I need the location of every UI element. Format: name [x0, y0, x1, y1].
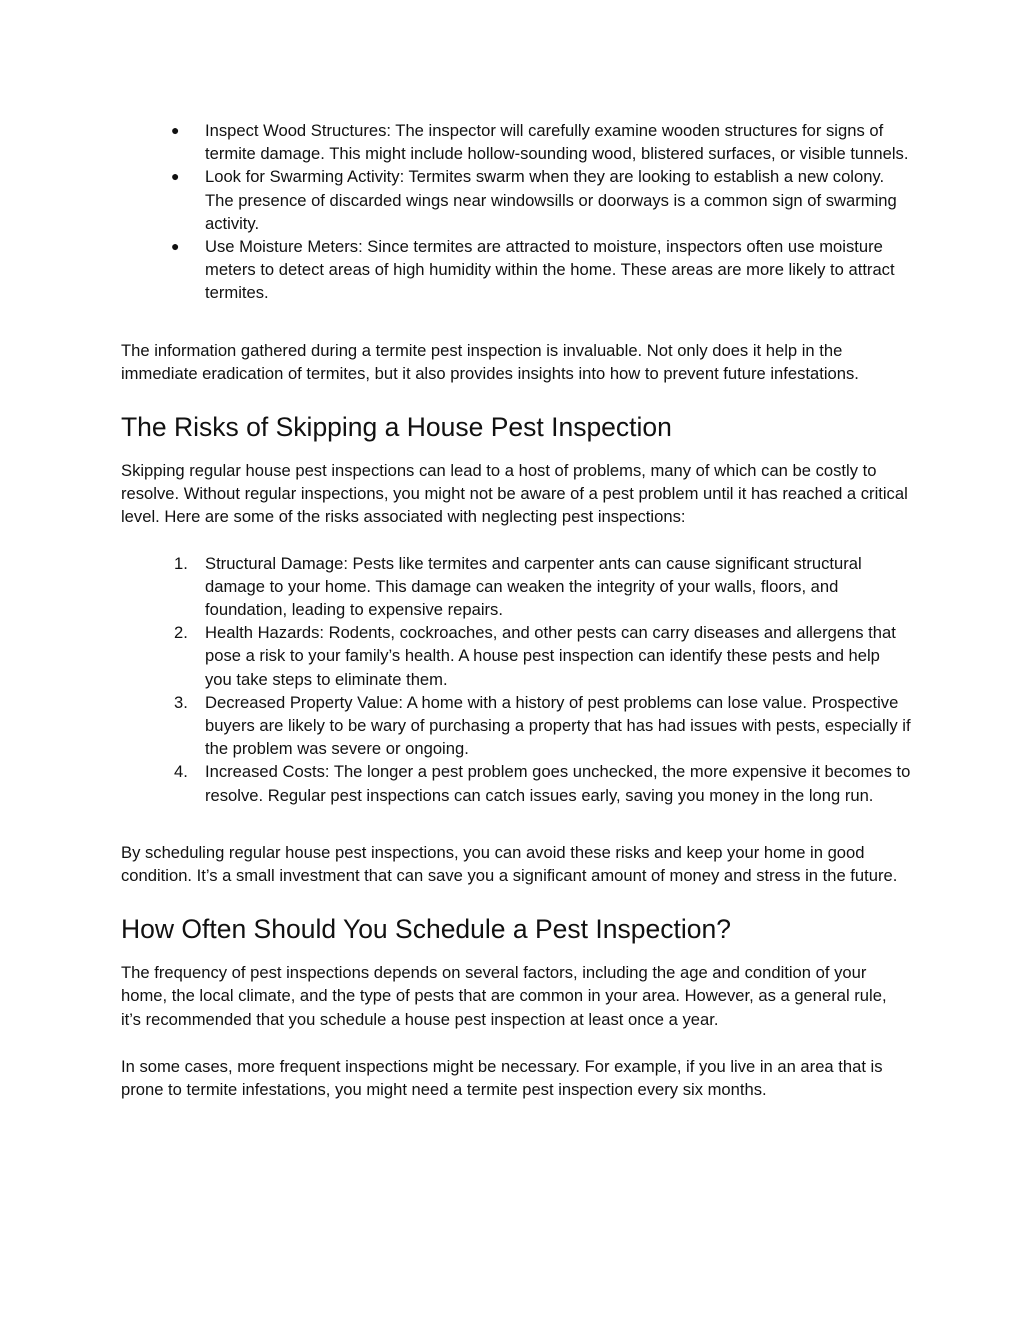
paragraph-frequency-general: The frequency of pest inspections depends on several factors, including the age and condition of your home, the local climate, and the type of pests that are common in your area. However, as a general rule, it’s recommended that you schedule a house pest inspection at least once a year. — [121, 963, 887, 1029]
list-number: 4. — [174, 762, 188, 782]
list-item-text: Look for Swarming Activity: Termites swarm when they are looking to establish a new colony. The presence of discarded wings near windowsills or doorways is a common sign of swarming activity. — [205, 167, 897, 233]
list-item-text: Health Hazards: Rodents, cockroaches, and other pests can carry diseases and allergens that pose a risk to your family’s health. A house pest inspection can identify these pests and help you take steps to eliminate them. — [205, 623, 896, 689]
list-item — [121, 165, 911, 235]
bullet-marker: ● — [171, 238, 180, 255]
paragraph-information-value: The information gathered during a termite pest inspection is invaluable. Not only does it help in the immediate eradication of termites, but it also provides insights into how to prevent future infestations. — [121, 340, 859, 383]
bullet-marker: ● — [171, 168, 180, 185]
list-item — [121, 760, 911, 806]
inspection-steps-bullet-list — [121, 119, 911, 305]
bullet-marker: ● — [171, 122, 180, 138]
list-item — [121, 691, 911, 761]
list-number: 3. — [174, 692, 188, 712]
list-item — [121, 621, 911, 691]
list-item-text: Structural Damage: Pests like termites and carpenter ants can cause significant structural damage to your home. This damage can weaken the integrity of your walls, floors, and foundation, leading to expensive repairs. — [205, 553, 862, 620]
list-item-text: Decreased Property Value: A home with a history of pest problems can lose value. Prospective buyers are likely to be wary of purchasing a property that has had issues with pests, especially if the problem was severe or ongoing. — [205, 692, 911, 759]
document-body — [121, 119, 911, 1101]
list-item — [121, 119, 911, 165]
paragraph-frequency-special-cases: In some cases, more frequent inspections might be necessary. For example, if you live in an area that is prone to termite infestations, you might need a termite pest inspection every six months. — [121, 1056, 883, 1100]
heading-frequency: How Often Should You Schedule a Pest Inspection? — [121, 914, 731, 945]
paragraph-risks-intro: Skipping regular house pest inspections can lead to a host of problems, many of which can be costly to resolve. Without regular inspections, you might not be aware of a pest problem until it has reached a critical level. Here are some of the risks associated with neglecting pest inspections: — [121, 461, 908, 527]
list-number: 1. — [174, 553, 188, 573]
list-item — [121, 552, 911, 622]
risks-numbered-list — [121, 552, 911, 807]
list-number: 2. — [174, 623, 188, 643]
list-item — [121, 235, 911, 305]
list-item-text: Use Moisture Meters: Since termites are attracted to moisture, inspectors often use moisture meters to detect areas of high humidity within the home. These areas are more likely to attract termites. — [205, 237, 895, 303]
list-item-text: Increased Costs: The longer a pest problem goes unchecked, the more expensive it becomes to resolve. Regular pest inspections can catch issues early, saving you money in the long run. — [205, 762, 911, 805]
heading-risks: The Risks of Skipping a House Pest Inspection — [121, 412, 672, 443]
paragraph-risks-conclusion: By scheduling regular house pest inspections, you can avoid these risks and keep your home in good condition. It’s a small investment that can save you a significant amount of money and stress in the future. — [121, 842, 898, 886]
list-item-text: Inspect Wood Structures: The inspector will carefully examine wooden structures for signs of termite damage. This might include hollow-sounding wood, blistered surfaces, or visible tunnels. — [205, 121, 909, 164]
